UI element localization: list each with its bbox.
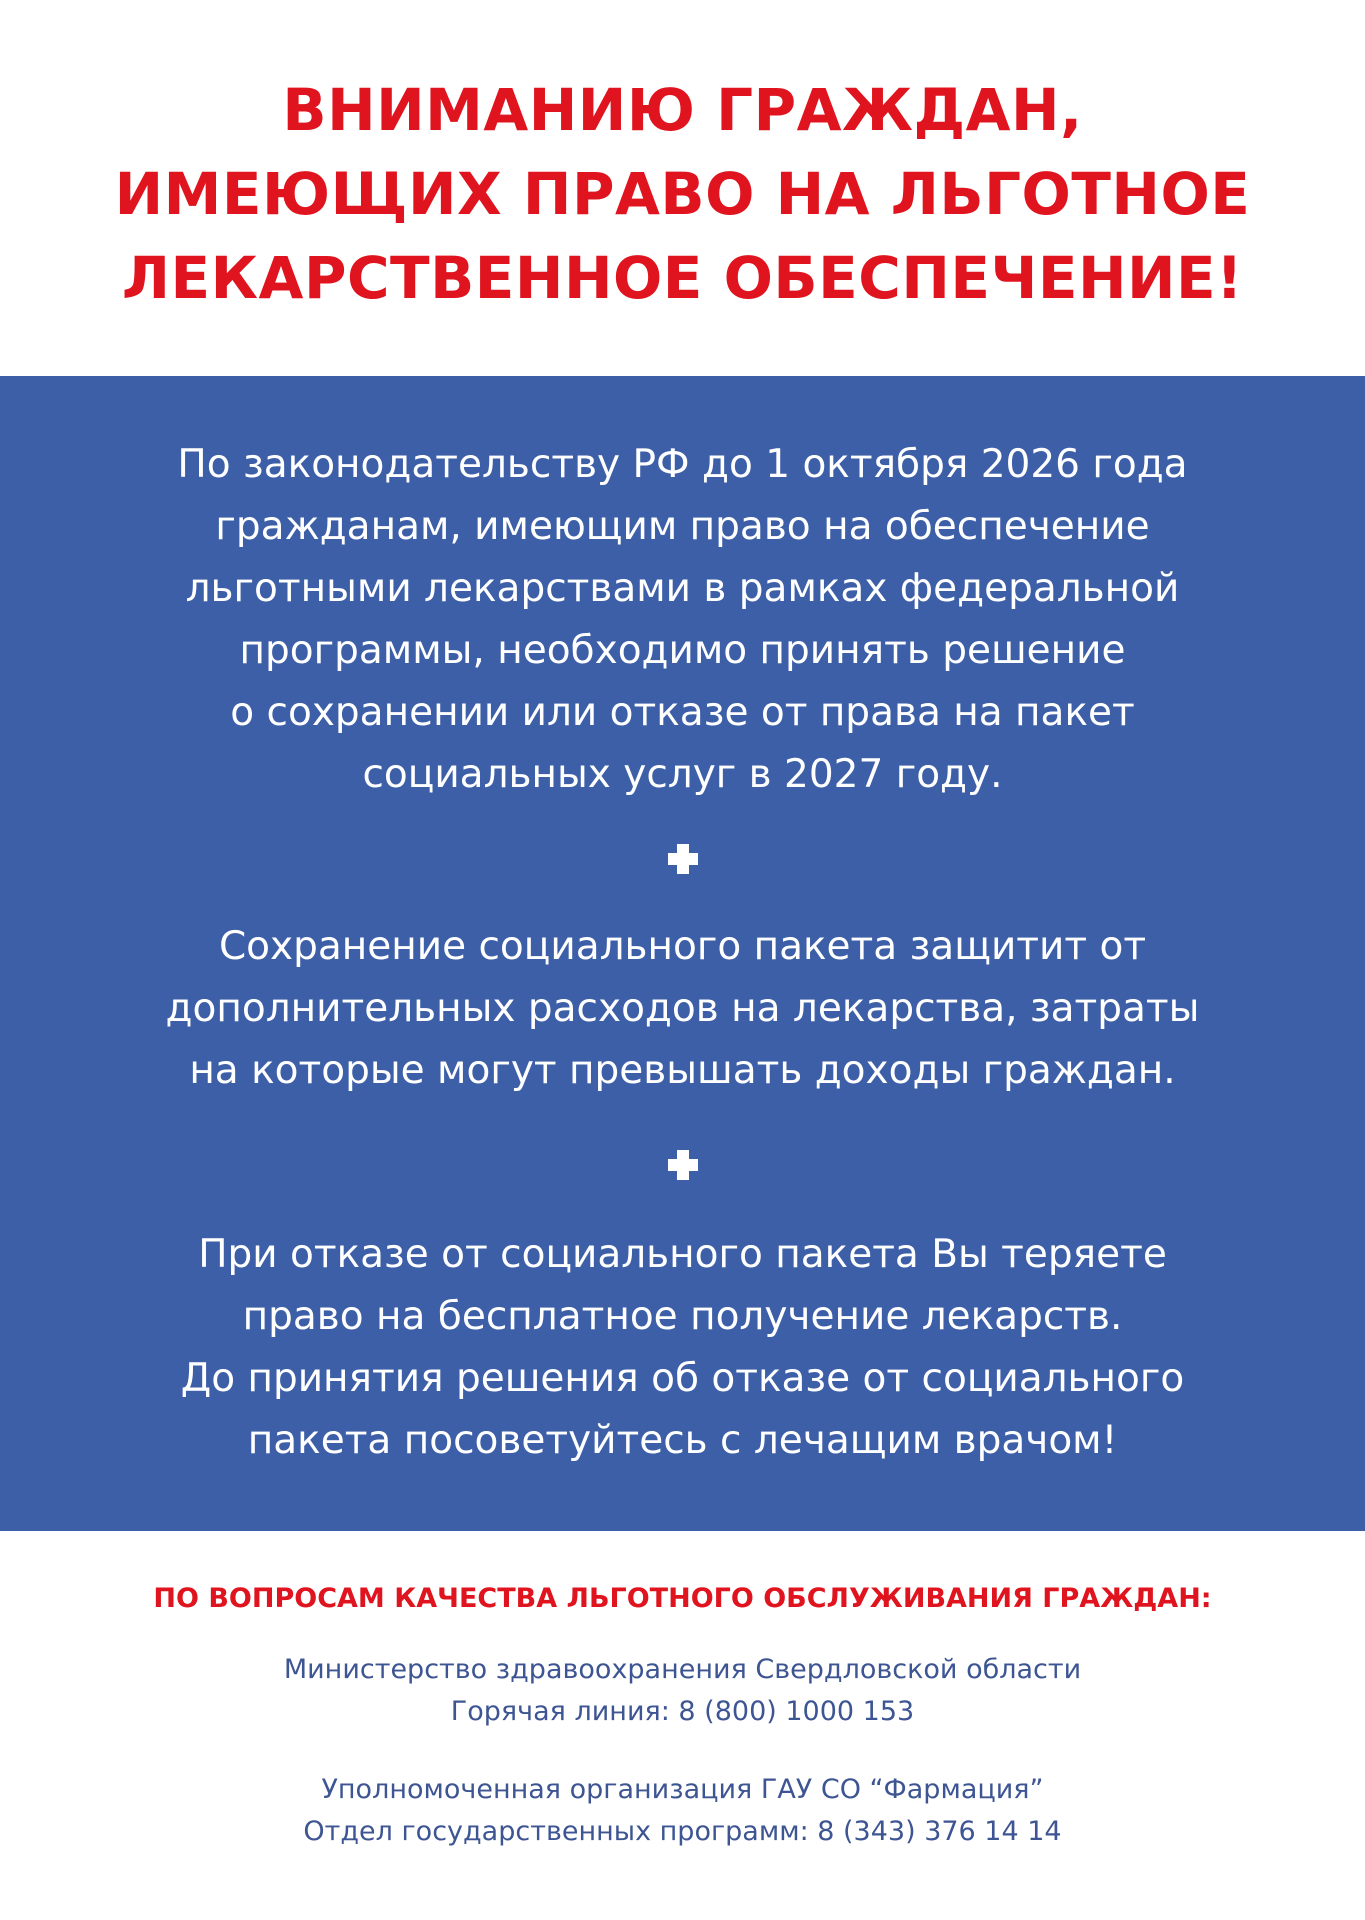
paragraph-line: программы, необходимо принять решение	[239, 628, 1126, 673]
paragraph-line: право на бесплатное получение лекарств.	[242, 1294, 1123, 1339]
paragraph-line: Сохранение социального пакета защитит от	[218, 924, 1147, 969]
paragraph-warning	[0, 1224, 1365, 1472]
paragraph-benefit	[0, 916, 1365, 1102]
title-line-3: ЛЕКАРСТВЕННОЕ ОБЕСПЕЧЕНИЕ!	[121, 244, 1244, 312]
contact-organization: Министерство здравоохранения Свердловской области	[283, 1654, 1082, 1685]
title-line-1: ВНИМАНИЮ ГРАЖДАН,	[282, 76, 1083, 144]
paragraph-line: на которые могут превышать доходы граждан.	[189, 1048, 1176, 1093]
paragraph-line: До принятия решения об отказе от социального	[180, 1356, 1185, 1401]
paragraph-line: дополнительных расходов на лекарства, затраты	[165, 986, 1200, 1031]
paragraph-line: льготными лекарствами в рамках федеральной	[185, 566, 1180, 611]
footer-heading: ПО ВОПРОСАМ КАЧЕСТВА ЛЬГОТНОГО ОБСЛУЖИВАНИЯ ГРАЖДАН:	[153, 1583, 1212, 1614]
contacts-footer	[0, 1531, 1365, 1920]
contact-phone: Отдел государственных программ: 8 (343) 376 14 14	[303, 1816, 1062, 1847]
contact-pharmacy	[0, 1769, 1365, 1853]
plus-icon	[668, 1150, 698, 1180]
paragraph-line: гражданам, имеющим право на обеспечение	[215, 504, 1150, 549]
contact-organization: Уполномоченная организация ГАУ СО “Фармация”	[321, 1774, 1044, 1805]
paragraph-line: социальных услуг в 2027 году.	[362, 752, 1003, 797]
contact-phone: Горячая линия: 8 (800) 1000 153	[450, 1696, 915, 1727]
info-panel	[0, 376, 1365, 1531]
poster-header	[0, 0, 1365, 376]
paragraph-line: По законодательству РФ до 1 октября 2026 года	[177, 442, 1188, 487]
paragraph-deadline	[0, 434, 1365, 806]
plus-icon	[668, 844, 698, 874]
paragraph-line: пакета посоветуйтесь с лечащим врачом!	[247, 1418, 1118, 1463]
paragraph-line: При отказе от социального пакета Вы теряете	[198, 1232, 1167, 1277]
paragraph-line: о сохранении или отказе от права на пакет	[230, 690, 1135, 735]
title-line-2: ИМЕЮЩИХ ПРАВО НА ЛЬГОТНОЕ	[114, 160, 1251, 228]
contact-ministry	[0, 1649, 1365, 1733]
